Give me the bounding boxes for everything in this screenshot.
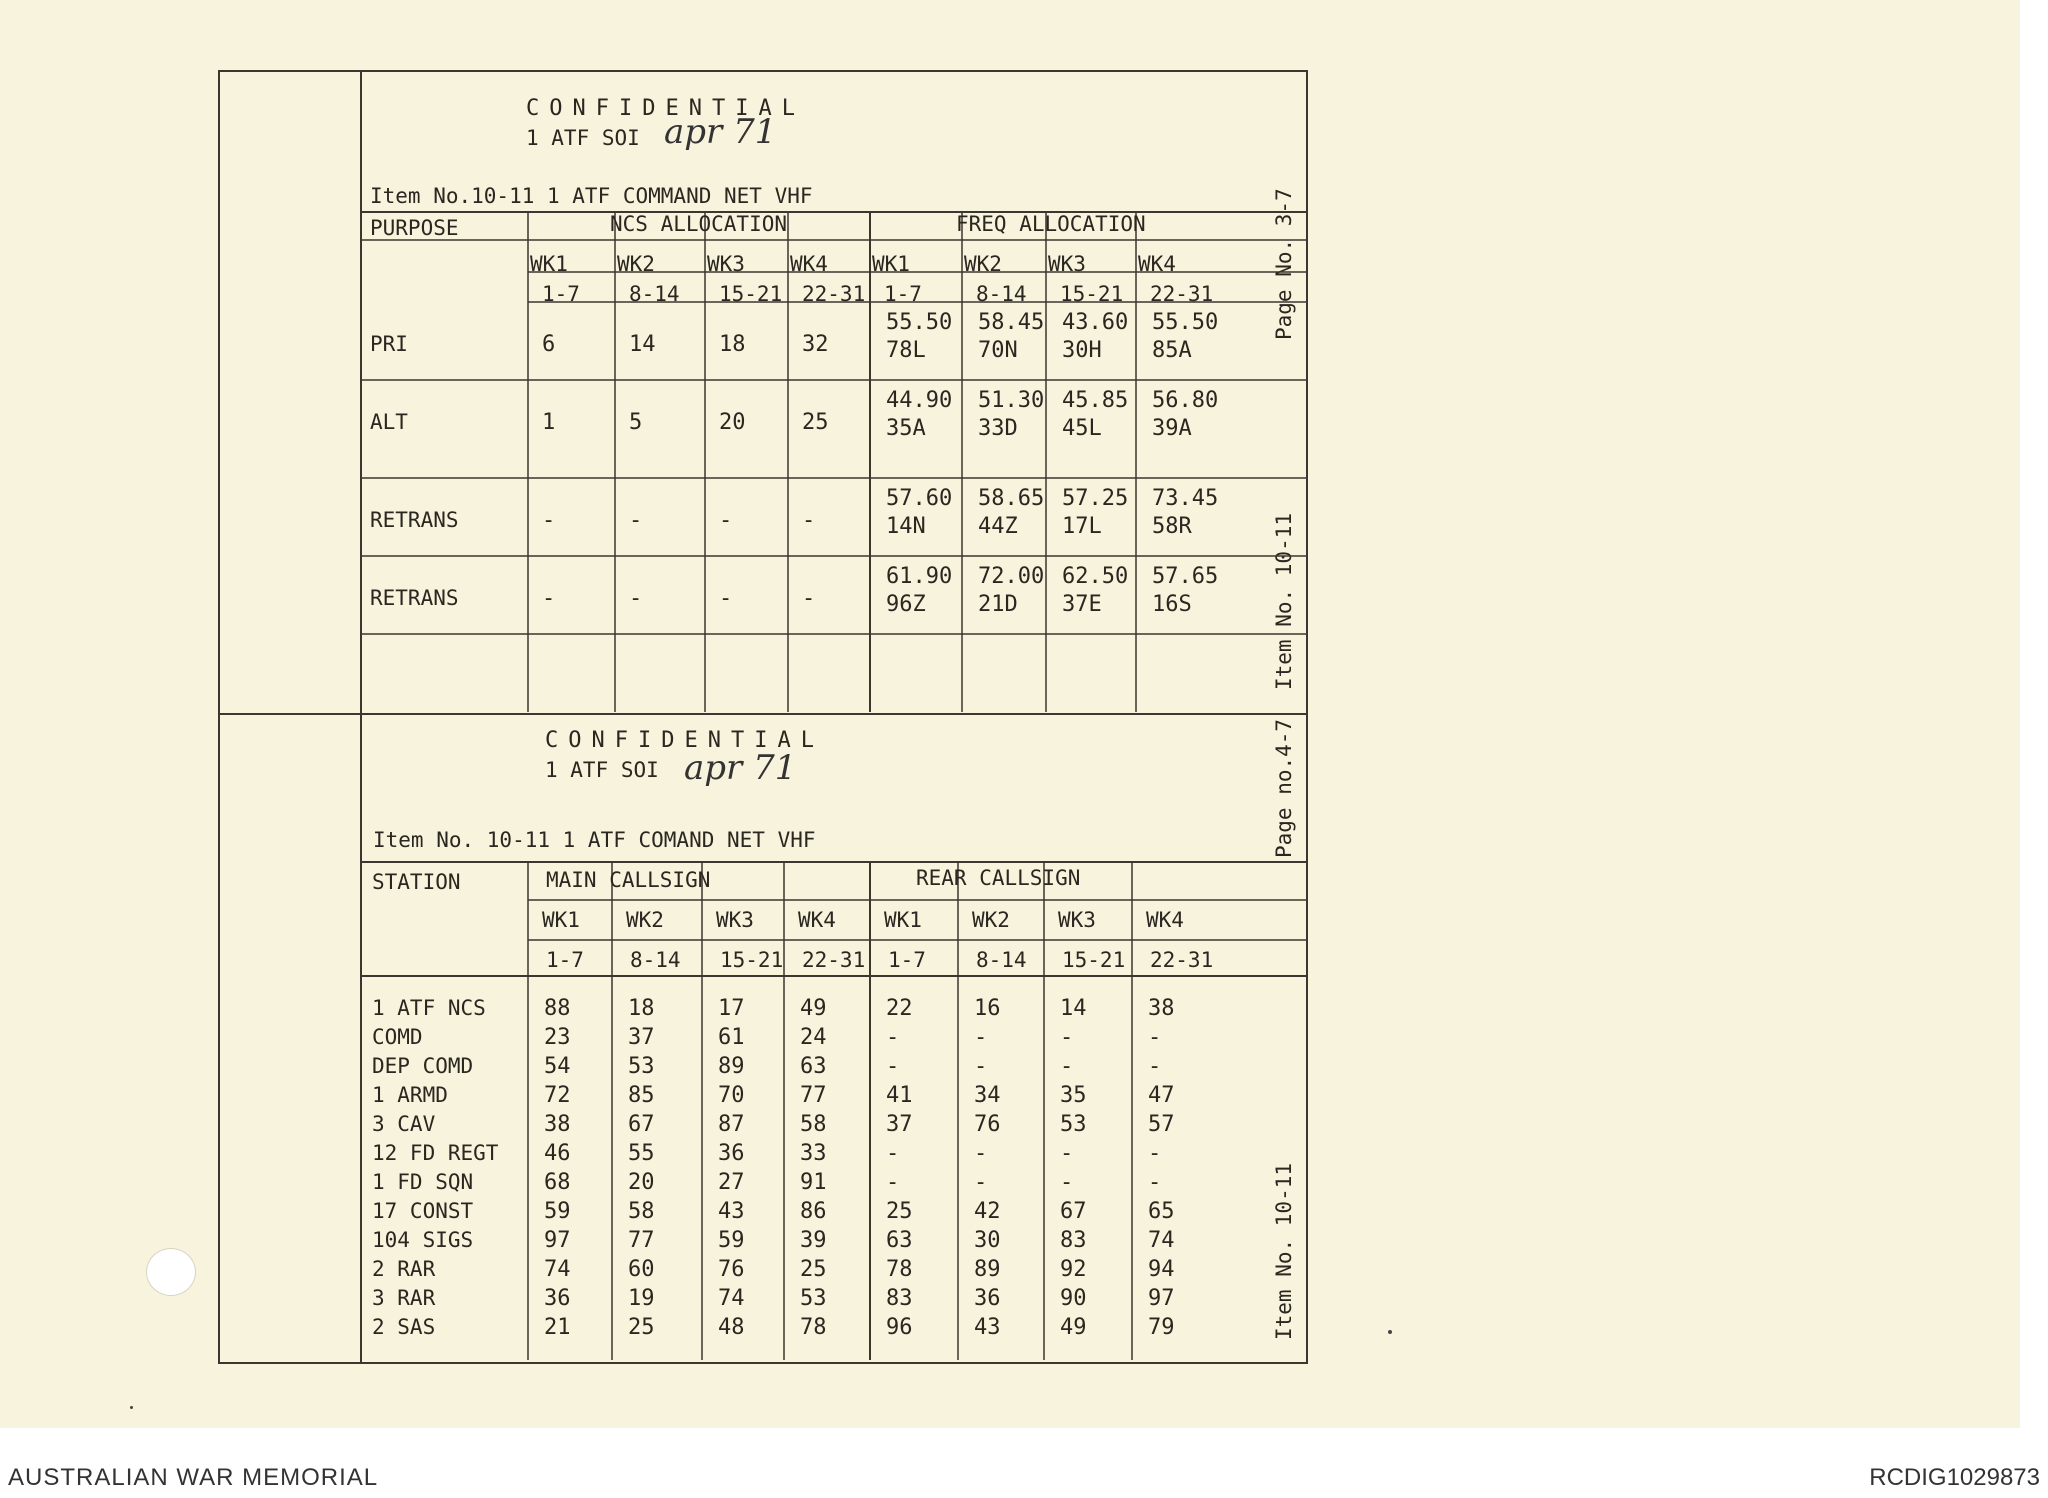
bottom-week-label: WK2 <box>626 908 664 932</box>
bottom-week-label: WK3 <box>1058 908 1096 932</box>
bottom-callsign-cell: 74 <box>544 1257 571 1282</box>
bottom-callsign-cell: 83 <box>1060 1228 1087 1253</box>
top-ncs-cell: - <box>629 508 643 533</box>
bottom-week-label: WK1 <box>884 908 922 932</box>
top-ncs-cell: - <box>542 508 556 533</box>
bottom-callsign-cell: 76 <box>974 1112 1001 1137</box>
bottom-range-label: 8-14 <box>976 948 1027 972</box>
bottom-main-header: MAIN CALLSIGN <box>546 868 711 892</box>
bottom-side-item: Item No. 10-11 <box>1272 1162 1296 1340</box>
top-range-label: 1-7 <box>542 282 580 306</box>
top-page-number: Page No. 3-7 <box>1272 188 1296 340</box>
top-freq-value: 43.60 <box>1062 310 1129 335</box>
top-row-purpose: ALT <box>370 410 408 434</box>
bottom-callsign-cell: 92 <box>1060 1257 1087 1282</box>
bottom-callsign-cell: 96 <box>886 1315 913 1340</box>
bottom-callsign-cell: 57 <box>1148 1112 1175 1137</box>
top-freq-value: 57.65 <box>1152 564 1219 589</box>
bottom-range-label: 22-31 <box>802 948 866 972</box>
bottom-callsign-cell: 46 <box>544 1141 571 1166</box>
bottom-callsign-cell: 94 <box>1148 1257 1175 1282</box>
bottom-row-station: 2 SAS <box>372 1315 436 1339</box>
bottom-callsign-cell: - <box>974 1054 988 1079</box>
bottom-callsign-cell: 49 <box>1060 1315 1087 1340</box>
top-confidential: CONFIDENTIAL <box>526 96 805 121</box>
top-purpose-header: PURPOSE <box>370 216 459 240</box>
bottom-confidential: CONFIDENTIAL <box>545 728 824 753</box>
top-freq-code: 30H <box>1062 338 1102 363</box>
bottom-week-label: WK2 <box>972 908 1010 932</box>
top-ncs-cell: 25 <box>802 410 829 435</box>
bottom-callsign-cell: 36 <box>974 1286 1001 1311</box>
bottom-callsign-cell: 77 <box>800 1083 827 1108</box>
top-freq-value: 45.85 <box>1062 388 1129 413</box>
bottom-callsign-cell: - <box>1060 1025 1074 1050</box>
bottom-handwritten-date: apr 71 <box>684 748 797 788</box>
bottom-callsign-cell: 38 <box>1148 996 1175 1021</box>
bottom-callsign-cell: 78 <box>800 1315 827 1340</box>
bottom-range-label: 15-21 <box>720 948 784 972</box>
top-week-label: WK2 <box>964 252 1002 276</box>
footer-id: RCDIG1029873 <box>1869 1464 2040 1491</box>
bottom-soi: 1 ATF SOI <box>545 758 659 782</box>
bottom-row-station: 12 FD REGT <box>372 1141 499 1165</box>
top-freq-value: 62.50 <box>1062 564 1129 589</box>
top-side-item: Item No. 10-11 <box>1272 512 1296 690</box>
top-freq-code: 96Z <box>886 592 926 617</box>
bottom-callsign-cell: 97 <box>1148 1286 1175 1311</box>
bottom-callsign-cell: 72 <box>544 1083 571 1108</box>
top-freq-code: 70N <box>978 338 1018 363</box>
bottom-callsign-cell: - <box>974 1025 988 1050</box>
footer-source: AUSTRALIAN WAR MEMORIAL <box>8 1464 379 1491</box>
bottom-range-label: 1-7 <box>546 948 584 972</box>
bottom-callsign-cell: - <box>1060 1170 1074 1195</box>
bottom-callsign-cell: 77 <box>628 1228 655 1253</box>
bottom-callsign-cell: 42 <box>974 1199 1001 1224</box>
bottom-callsign-cell: - <box>1148 1141 1162 1166</box>
bottom-item-line: Item No. 10-11 1 ATF COMAND NET VHF <box>373 828 816 852</box>
top-week-label: WK3 <box>1048 252 1086 276</box>
bottom-callsign-cell: 89 <box>718 1054 745 1079</box>
bottom-callsign-cell: - <box>1148 1170 1162 1195</box>
bottom-row-station: 17 CONST <box>372 1199 474 1223</box>
bottom-callsign-cell: 25 <box>628 1315 655 1340</box>
bottom-callsign-cell: 68 <box>544 1170 571 1195</box>
bottom-callsign-cell: 22 <box>886 996 913 1021</box>
bottom-range-label: 1-7 <box>888 948 926 972</box>
top-week-label: WK2 <box>617 252 655 276</box>
bottom-callsign-cell: 30 <box>974 1228 1001 1253</box>
bottom-callsign-cell: 70 <box>718 1083 745 1108</box>
bottom-callsign-cell: 20 <box>628 1170 655 1195</box>
top-ncs-cell: 32 <box>802 332 829 357</box>
top-week-label: WK3 <box>707 252 745 276</box>
top-ncs-cell: - <box>719 508 733 533</box>
bottom-callsign-cell: 24 <box>800 1025 827 1050</box>
bottom-callsign-cell: 78 <box>886 1257 913 1282</box>
bottom-callsign-cell: - <box>886 1054 900 1079</box>
top-freq-value: 51.30 <box>978 388 1045 413</box>
top-freq-value: 55.50 <box>1152 310 1219 335</box>
bottom-callsign-cell: 85 <box>628 1083 655 1108</box>
bottom-callsign-cell: 61 <box>718 1025 745 1050</box>
bottom-callsign-cell: 43 <box>718 1199 745 1224</box>
top-row-purpose: RETRANS <box>370 508 459 532</box>
bottom-rear-header: REAR CALLSIGN <box>916 866 1081 890</box>
top-week-label: WK4 <box>1138 252 1176 276</box>
bottom-callsign-cell: 49 <box>800 996 827 1021</box>
bottom-callsign-cell: 88 <box>544 996 571 1021</box>
bottom-callsign-cell: 63 <box>800 1054 827 1079</box>
top-freq-value: 57.60 <box>886 486 953 511</box>
top-freq-value: 73.45 <box>1152 486 1219 511</box>
top-freq-code: 37E <box>1062 592 1102 617</box>
bottom-week-label: WK3 <box>716 908 754 932</box>
top-ncs-cell: 18 <box>719 332 746 357</box>
bottom-callsign-cell: 58 <box>800 1112 827 1137</box>
top-range-label: 1-7 <box>884 282 922 306</box>
top-ncs-cell: - <box>719 586 733 611</box>
top-range-label: 22-31 <box>1150 282 1214 306</box>
bottom-callsign-cell: 97 <box>544 1228 571 1253</box>
bottom-callsign-cell: - <box>1148 1025 1162 1050</box>
punch-hole <box>146 1248 196 1296</box>
top-soi: 1 ATF SOI <box>526 126 640 150</box>
bottom-callsign-cell: 25 <box>800 1257 827 1282</box>
bottom-callsign-cell: 18 <box>628 996 655 1021</box>
bottom-callsign-cell: 36 <box>718 1141 745 1166</box>
bottom-callsign-cell: 34 <box>974 1083 1001 1108</box>
top-range-label: 22-31 <box>802 282 866 306</box>
bottom-row-station: 1 FD SQN <box>372 1170 474 1194</box>
bottom-callsign-cell: 41 <box>886 1083 913 1108</box>
bottom-callsign-cell: 21 <box>544 1315 571 1340</box>
bottom-callsign-cell: 17 <box>718 996 745 1021</box>
bottom-callsign-cell: 87 <box>718 1112 745 1137</box>
bottom-callsign-cell: 74 <box>718 1286 745 1311</box>
bottom-callsign-cell: 53 <box>800 1286 827 1311</box>
top-range-label: 8-14 <box>976 282 1027 306</box>
top-freq-value: 72.00 <box>978 564 1045 589</box>
ink-dot <box>1388 1330 1392 1334</box>
bottom-callsign-cell: 59 <box>544 1199 571 1224</box>
top-freq-code: 44Z <box>978 514 1018 539</box>
bottom-callsign-cell: 53 <box>628 1054 655 1079</box>
bottom-callsign-cell: 74 <box>1148 1228 1175 1253</box>
top-freq-code: 33D <box>978 416 1018 441</box>
bottom-row-station: 104 SIGS <box>372 1228 474 1252</box>
bottom-callsign-cell: 53 <box>1060 1112 1087 1137</box>
top-freq-code: 16S <box>1152 592 1192 617</box>
bottom-range-label: 22-31 <box>1150 948 1214 972</box>
bottom-callsign-cell: 27 <box>718 1170 745 1195</box>
bottom-callsign-cell: 19 <box>628 1286 655 1311</box>
bottom-callsign-cell: 91 <box>800 1170 827 1195</box>
bottom-range-label: 8-14 <box>630 948 681 972</box>
bottom-week-label: WK4 <box>798 908 836 932</box>
bottom-callsign-cell: 58 <box>628 1199 655 1224</box>
bottom-callsign-cell: - <box>1060 1054 1074 1079</box>
bottom-week-label: WK4 <box>1146 908 1184 932</box>
bottom-callsign-cell: 37 <box>628 1025 655 1050</box>
ink-dot <box>130 1406 133 1409</box>
bottom-callsign-cell: 47 <box>1148 1083 1175 1108</box>
top-freq-code: 35A <box>886 416 926 441</box>
bottom-row-station: 3 CAV <box>372 1112 436 1136</box>
bottom-callsign-cell: 43 <box>974 1315 1001 1340</box>
bottom-callsign-cell: 48 <box>718 1315 745 1340</box>
top-freq-value: 58.45 <box>978 310 1045 335</box>
bottom-callsign-cell: 16 <box>974 996 1001 1021</box>
bottom-callsign-cell: 67 <box>628 1112 655 1137</box>
top-freq-code: 17L <box>1062 514 1102 539</box>
bottom-callsign-cell: 33 <box>800 1141 827 1166</box>
bottom-callsign-cell: - <box>886 1141 900 1166</box>
top-week-label: WK1 <box>530 252 568 276</box>
top-ncs-cell: - <box>802 508 816 533</box>
top-freq-code: 85A <box>1152 338 1192 363</box>
top-freq-header: FREQ ALLOCATION <box>956 212 1146 236</box>
bottom-range-label: 15-21 <box>1062 948 1126 972</box>
bottom-callsign-cell: 89 <box>974 1257 1001 1282</box>
bottom-callsign-cell: 86 <box>800 1199 827 1224</box>
top-freq-value: 61.90 <box>886 564 953 589</box>
top-ncs-cell: - <box>542 586 556 611</box>
top-ncs-cell: 5 <box>629 410 643 435</box>
bottom-callsign-cell: 35 <box>1060 1083 1087 1108</box>
top-range-label: 15-21 <box>719 282 783 306</box>
bottom-page-number: Page no.4-7 <box>1272 718 1296 858</box>
bottom-callsign-cell: 67 <box>1060 1199 1087 1224</box>
top-freq-value: 57.25 <box>1062 486 1129 511</box>
archive-footer <box>0 1428 2048 1498</box>
top-ncs-cell: 6 <box>542 332 556 357</box>
top-ncs-cell: - <box>629 586 643 611</box>
top-ncs-cell: 14 <box>629 332 656 357</box>
bottom-callsign-cell: 14 <box>1060 996 1087 1021</box>
top-ncs-cell: 1 <box>542 410 556 435</box>
bottom-callsign-cell: 38 <box>544 1112 571 1137</box>
top-freq-code: 21D <box>978 592 1018 617</box>
top-row-purpose: RETRANS <box>370 586 459 610</box>
top-freq-code: 14N <box>886 514 926 539</box>
top-week-label: WK1 <box>872 252 910 276</box>
bottom-callsign-cell: 60 <box>628 1257 655 1282</box>
bottom-callsign-cell: 55 <box>628 1141 655 1166</box>
top-freq-value: 55.50 <box>886 310 953 335</box>
bottom-callsign-cell: - <box>974 1170 988 1195</box>
top-freq-code: 45L <box>1062 416 1102 441</box>
top-range-label: 15-21 <box>1060 282 1124 306</box>
top-freq-value: 58.65 <box>978 486 1045 511</box>
bottom-callsign-cell: 63 <box>886 1228 913 1253</box>
bottom-callsign-cell: 90 <box>1060 1286 1087 1311</box>
bottom-callsign-cell: 36 <box>544 1286 571 1311</box>
top-ncs-cell: - <box>802 586 816 611</box>
bottom-row-station: COMD <box>372 1025 423 1049</box>
bottom-callsign-cell: 65 <box>1148 1199 1175 1224</box>
top-handwritten-date: apr 71 <box>664 112 777 152</box>
top-freq-code: 39A <box>1152 416 1192 441</box>
bottom-callsign-cell: 25 <box>886 1199 913 1224</box>
bottom-callsign-cell: 37 <box>886 1112 913 1137</box>
top-range-label: 8-14 <box>629 282 680 306</box>
bottom-row-station: 1 ATF NCS <box>372 996 486 1020</box>
top-week-label: WK4 <box>790 252 828 276</box>
bottom-callsign-cell: - <box>886 1025 900 1050</box>
bottom-callsign-cell: 23 <box>544 1025 571 1050</box>
bottom-row-station: 1 ARMD <box>372 1083 448 1107</box>
bottom-callsign-cell: 83 <box>886 1286 913 1311</box>
top-freq-code: 78L <box>886 338 926 363</box>
top-freq-value: 56.80 <box>1152 388 1219 413</box>
bottom-callsign-cell: - <box>974 1141 988 1166</box>
bottom-station-header: STATION <box>372 870 461 894</box>
top-ncs-header: NCS ALLOCATION <box>610 212 788 236</box>
bottom-row-station: 3 RAR <box>372 1286 436 1310</box>
bottom-callsign-cell: - <box>1148 1054 1162 1079</box>
top-row-purpose: PRI <box>370 332 408 356</box>
bottom-callsign-cell: 59 <box>718 1228 745 1253</box>
bottom-callsign-cell: 54 <box>544 1054 571 1079</box>
top-freq-value: 44.90 <box>886 388 953 413</box>
bottom-row-station: 2 RAR <box>372 1257 436 1281</box>
bottom-callsign-cell: 79 <box>1148 1315 1175 1340</box>
top-ncs-cell: 20 <box>719 410 746 435</box>
bottom-week-label: WK1 <box>542 908 580 932</box>
bottom-row-station: DEP COMD <box>372 1054 474 1078</box>
top-freq-code: 58R <box>1152 514 1192 539</box>
bottom-callsign-cell: - <box>1060 1141 1074 1166</box>
top-item-line: Item No.10-11 1 ATF COMMAND NET VHF <box>370 184 813 208</box>
bottom-callsign-cell: - <box>886 1170 900 1195</box>
bottom-callsign-cell: 76 <box>718 1257 745 1282</box>
bottom-callsign-cell: 39 <box>800 1228 827 1253</box>
